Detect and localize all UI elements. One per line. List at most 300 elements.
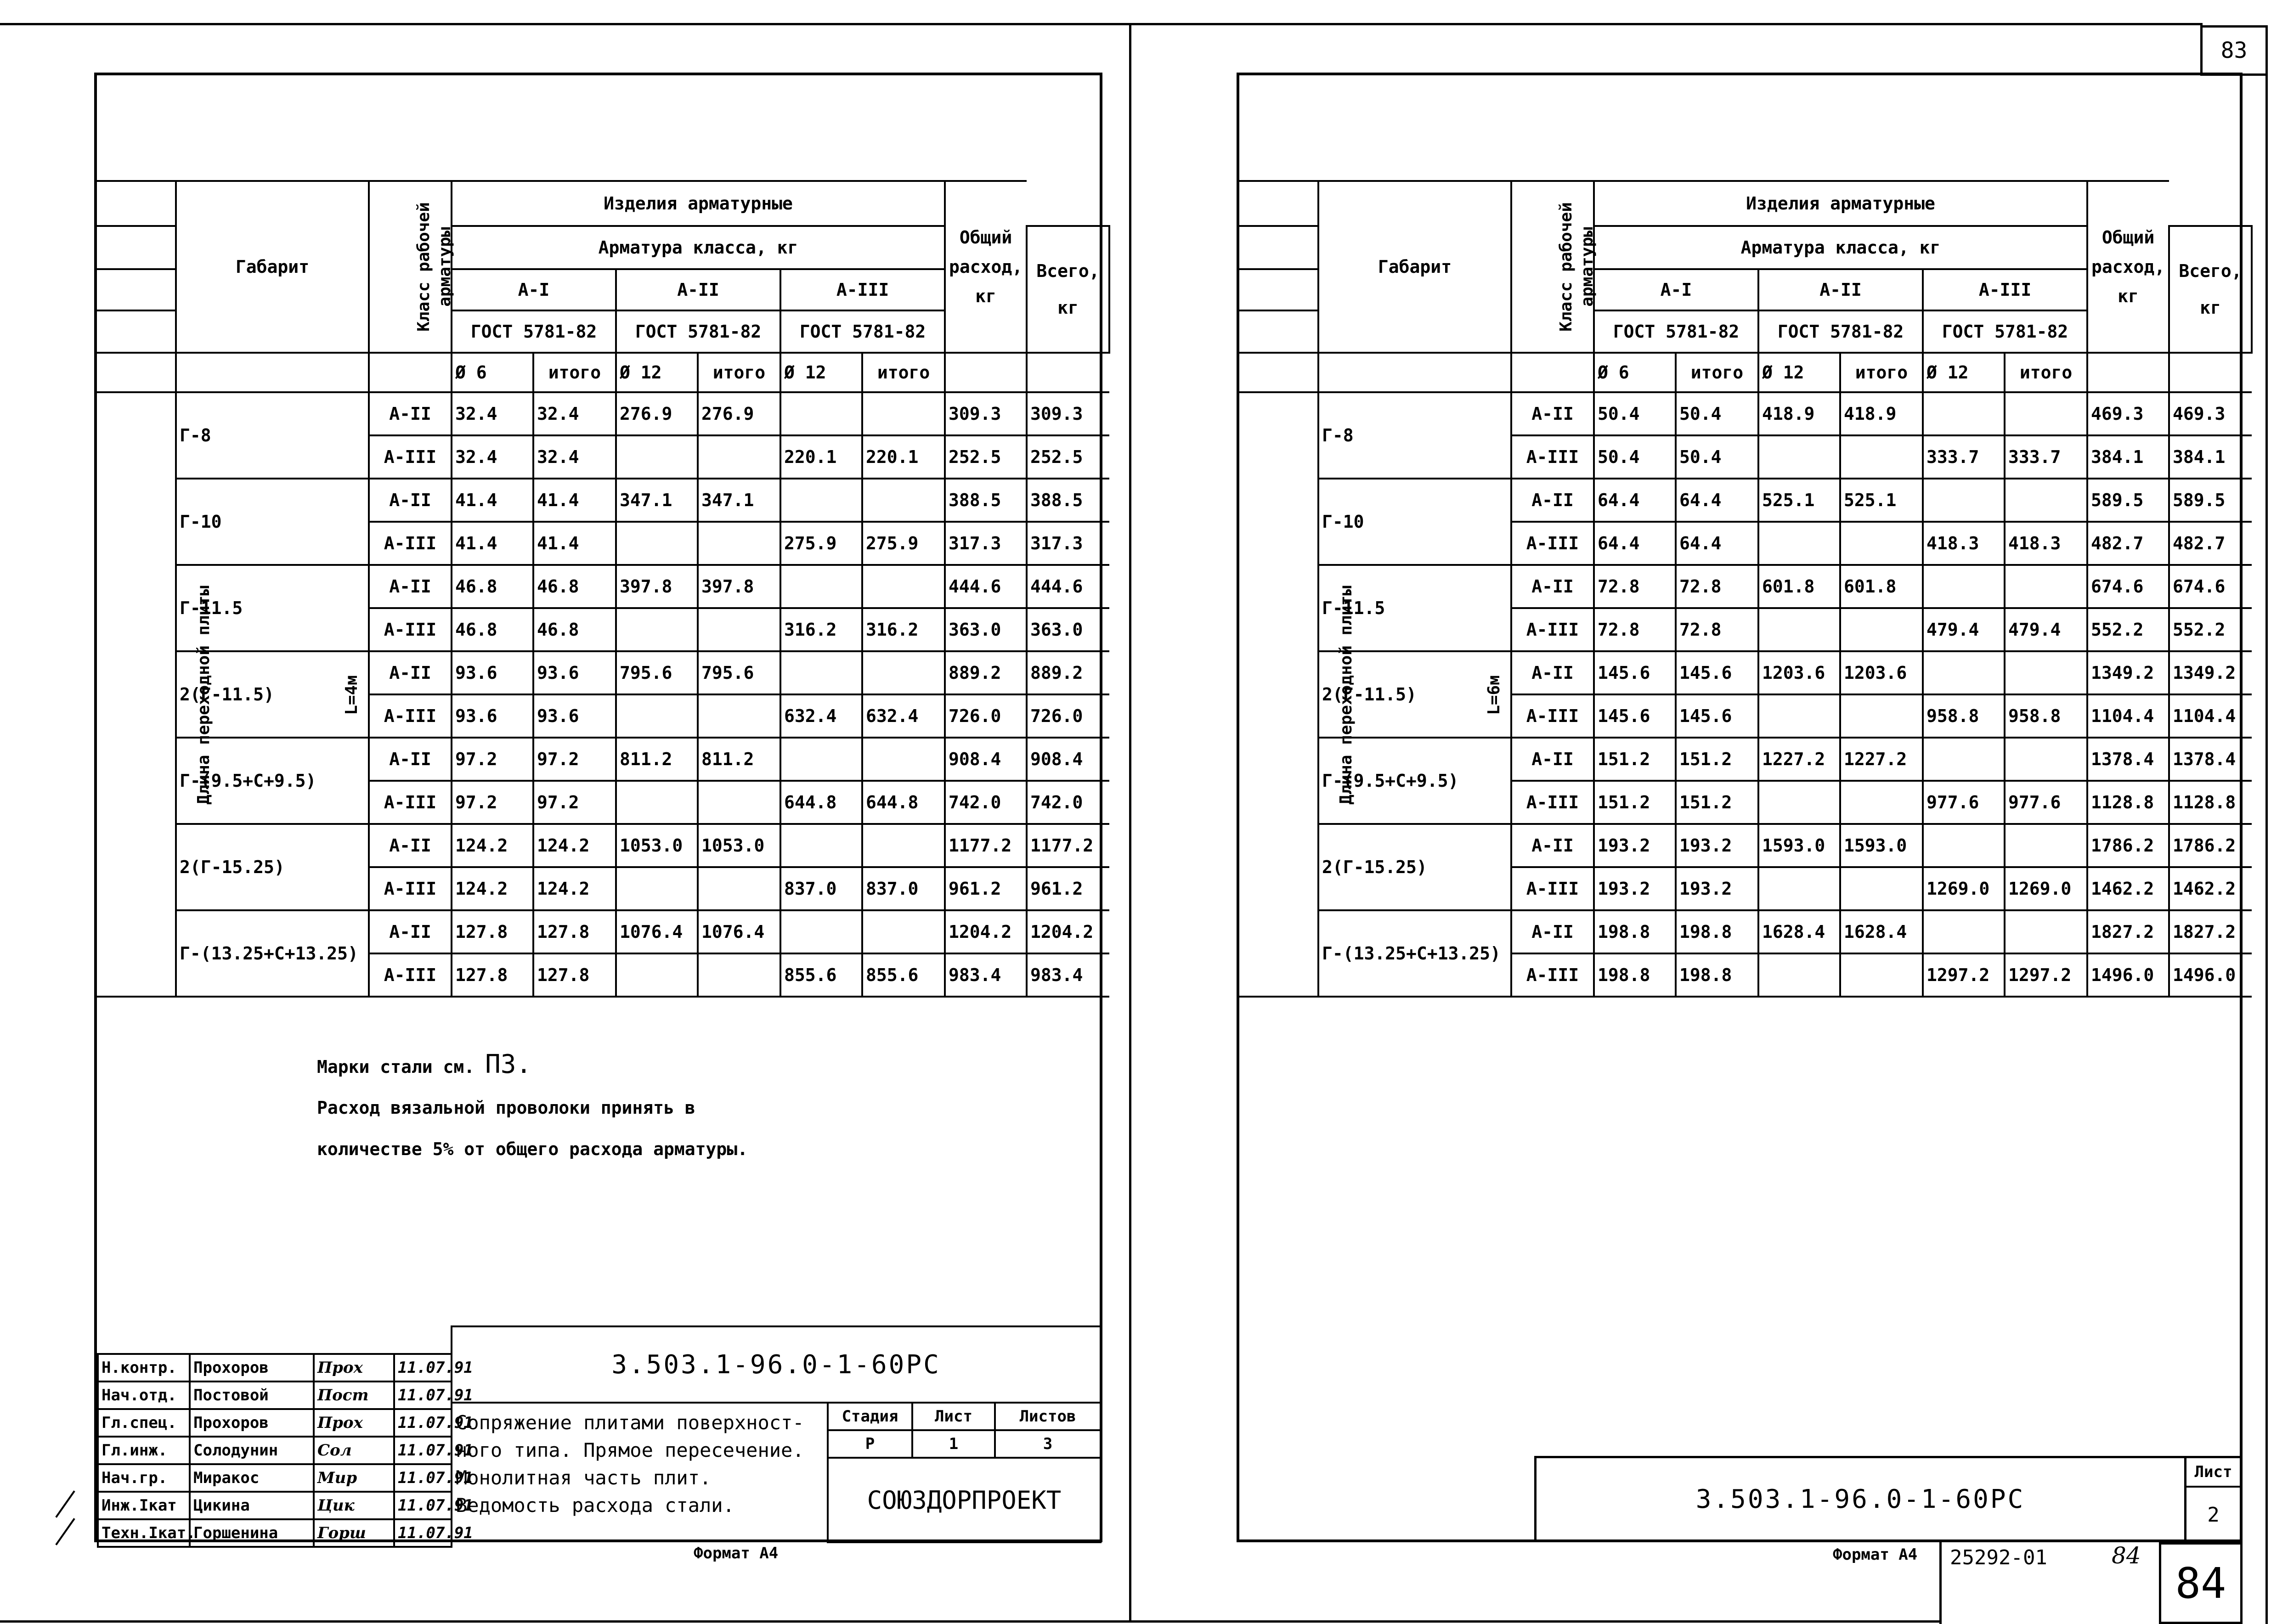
value-com: 1177.2 <box>1027 824 1109 867</box>
value-a2d: 525.1 <box>1758 479 1840 522</box>
org-name: СОЮЗДОРПРОЕКТ <box>828 1458 1101 1542</box>
value-a2i: 1203.6 <box>1840 651 1923 694</box>
gabarit-name: 2(Г-11.5) <box>176 651 369 738</box>
value-a2d: 276.9 <box>616 392 698 435</box>
rebar-class: А-III <box>1511 953 1594 997</box>
stamp-date: 11.07.91 <box>394 1354 452 1382</box>
stamp-person-row <box>98 1382 452 1409</box>
value-a1d: 97.2 <box>452 781 533 824</box>
value-a2d <box>616 435 698 479</box>
value-a3i: 632.4 <box>862 694 945 738</box>
table-row <box>1237 910 2252 953</box>
stamp-person-row <box>98 1464 452 1492</box>
value-a3d: 220.1 <box>780 435 862 479</box>
value-com: 1104.4 <box>2169 694 2252 738</box>
header-corner-2 <box>94 226 176 269</box>
rebar-class: А-II <box>369 479 452 522</box>
value-a2i: 525.1 <box>1840 479 1923 522</box>
value-com: 444.6 <box>1027 565 1109 608</box>
value-tot: 552.2 <box>2087 608 2169 651</box>
value-a1d: 193.2 <box>1594 824 1676 867</box>
value-a1i: 193.2 <box>1676 867 1758 910</box>
value-a3d <box>780 824 862 867</box>
header-d12: Ø 12 <box>780 353 862 392</box>
stamp-name: Постовой <box>190 1382 314 1409</box>
header-total-line: кг <box>1057 298 1079 318</box>
value-tot: 388.5 <box>945 479 1027 522</box>
table-row <box>94 824 1109 867</box>
gabarit-name: Г-11.5 <box>1318 565 1511 651</box>
value-a3d <box>780 565 862 608</box>
value-a3d <box>1923 479 2005 522</box>
value-a1d: 145.6 <box>1594 694 1676 738</box>
gabarit-name: 2(Г-15.25) <box>1318 824 1511 910</box>
stamp-name: Прохоров <box>190 1409 314 1437</box>
header-itogo: итого <box>862 353 945 392</box>
gabarit-name: Г-(13.25+С+13.25) <box>176 910 369 997</box>
vertical-label: Класс рабочей арматуры <box>1556 202 1597 332</box>
value-a3i: 275.9 <box>862 522 945 565</box>
value-a3i: 855.6 <box>862 953 945 997</box>
value-a3i <box>2005 738 2087 781</box>
note-wire-line2: количестве 5% от общего расхода арматуры. <box>317 1139 748 1159</box>
header-common-line: расход, <box>949 257 1023 277</box>
rebar-class: А-II <box>369 651 452 694</box>
note-steel-grade-text: Марки стали см. <box>317 1057 475 1077</box>
rebar-class: А-III <box>369 435 452 479</box>
stamp-signature: Пост <box>314 1382 394 1409</box>
stamp-name: Прохоров <box>190 1354 314 1382</box>
rebar-class: А-II <box>369 392 452 435</box>
rebar-class: А-II <box>1511 738 1594 781</box>
right-outer-border <box>2265 73 2268 1624</box>
header-common-line: кг <box>2118 286 2139 306</box>
value-a3d: 837.0 <box>780 867 862 910</box>
value-a1i: 198.8 <box>1676 953 1758 997</box>
header-class <box>369 181 452 353</box>
title-line-4: Ведомость расхода стали. <box>456 1494 734 1517</box>
value-a2i: 418.9 <box>1840 392 1923 435</box>
value-a2d <box>616 522 698 565</box>
value-a1i: 145.6 <box>1676 651 1758 694</box>
table-row <box>1237 181 2252 226</box>
stamp-person-row <box>98 1492 452 1519</box>
value-a2i: 1227.2 <box>1840 738 1923 781</box>
header-gost-a2: ГОСТ 5781-82 <box>1758 310 1923 353</box>
rebar-class: А-III <box>369 522 452 565</box>
table-row <box>1237 738 2252 781</box>
value-com: 388.5 <box>1027 479 1109 522</box>
value-com: 961.2 <box>1027 867 1109 910</box>
value-a3d: 958.8 <box>1923 694 2005 738</box>
value-com: 889.2 <box>1027 651 1109 694</box>
value-a3d <box>1923 392 2005 435</box>
header-common-line: кг <box>975 286 996 306</box>
header-total-line: Всего, <box>1036 261 1100 281</box>
value-a1i: 41.4 <box>533 479 616 522</box>
header-rebar-class: Арматура класса, кг <box>1594 226 2087 269</box>
value-a2d: 1593.0 <box>1758 824 1840 867</box>
rebar-class: А-II <box>1511 910 1594 953</box>
value-com: 1378.4 <box>2169 738 2252 781</box>
bottom-border-line <box>0 1620 1939 1623</box>
value-a3i: 958.8 <box>2005 694 2087 738</box>
value-tot: 1204.2 <box>945 910 1027 953</box>
value-tot: 482.7 <box>2087 522 2169 565</box>
value-a1i: 97.2 <box>533 738 616 781</box>
value-a3d <box>1923 565 2005 608</box>
value-a2i: 1593.0 <box>1840 824 1923 867</box>
value-a2d: 1053.0 <box>616 824 698 867</box>
header-corner-2 <box>1237 226 1318 269</box>
header-corner <box>1237 181 1318 226</box>
header-corner-4 <box>1237 310 1318 353</box>
value-a2i: 795.6 <box>698 651 780 694</box>
value-a3d: 644.8 <box>780 781 862 824</box>
value-a3i <box>2005 651 2087 694</box>
vertical-label: Класс рабочей арматуры <box>414 202 454 332</box>
gabarit-name: Г-8 <box>1318 392 1511 479</box>
header-corner <box>94 181 176 226</box>
value-a2d <box>616 867 698 910</box>
rebar-class: А-II <box>1511 392 1594 435</box>
value-a3i <box>862 392 945 435</box>
value-a1d: 127.8 <box>452 910 533 953</box>
header-a2: А-II <box>616 269 780 310</box>
rebar-class: А-III <box>369 953 452 997</box>
value-com: 552.2 <box>2169 608 2252 651</box>
value-a2i <box>698 522 780 565</box>
header-empty <box>1511 353 1594 392</box>
value-a1d: 198.8 <box>1594 910 1676 953</box>
table-row <box>94 651 1109 694</box>
value-a2i <box>698 781 780 824</box>
table-row <box>1237 565 2252 608</box>
value-tot: 363.0 <box>945 608 1027 651</box>
value-a1d: 93.6 <box>452 651 533 694</box>
rebar-class: А-II <box>369 565 452 608</box>
stamp-signature: Мир <box>314 1464 394 1492</box>
value-a2i: 276.9 <box>698 392 780 435</box>
stamp-person-row <box>98 1354 452 1382</box>
stamp-name: Цикина <box>190 1492 314 1519</box>
rebar-class: А-III <box>1511 781 1594 824</box>
gabarit-name: Г-10 <box>1318 479 1511 565</box>
rebar-class: А-III <box>1511 608 1594 651</box>
header-total <box>2169 226 2252 353</box>
value-tot: 1496.0 <box>2087 953 2169 997</box>
value-tot: 889.2 <box>945 651 1027 694</box>
header-common <box>2087 181 2169 353</box>
value-a3d <box>1923 651 2005 694</box>
header-products: Изделия арматурные <box>452 181 945 226</box>
value-tot: 1177.2 <box>945 824 1027 867</box>
value-tot: 726.0 <box>945 694 1027 738</box>
header-gost-a1: ГОСТ 5781-82 <box>452 310 616 353</box>
stamp-role: Техн.Iкат. <box>98 1519 190 1547</box>
value-a1d: 193.2 <box>1594 867 1676 910</box>
stamp-date: 11.07.91 <box>394 1464 452 1492</box>
table-row <box>1237 353 2252 392</box>
value-a2d <box>1758 694 1840 738</box>
value-a1i: 93.6 <box>533 694 616 738</box>
stamp-signature: Сол <box>314 1437 394 1464</box>
rebar-class: А-III <box>369 694 452 738</box>
value-a1d: 46.8 <box>452 565 533 608</box>
value-a1d: 93.6 <box>452 694 533 738</box>
value-a1i: 93.6 <box>533 651 616 694</box>
value-a1i: 97.2 <box>533 781 616 824</box>
header-d6: Ø 6 <box>452 353 533 392</box>
header-gabarit: Габарит <box>1318 181 1511 353</box>
value-tot: 1104.4 <box>2087 694 2169 738</box>
right-sheet-cell <box>2184 1456 2243 1542</box>
stamp-role: Инж.Iкат <box>98 1492 190 1519</box>
rebar-class: А-III <box>1511 867 1594 910</box>
value-a2i <box>698 694 780 738</box>
stamp-signature: Прох <box>314 1409 394 1437</box>
value-a1i: 151.2 <box>1676 738 1758 781</box>
gabarit-name: Г-11.5 <box>176 565 369 651</box>
table-row <box>1237 392 2252 435</box>
value-com: 1204.2 <box>1027 910 1109 953</box>
rebar-class: А-III <box>369 867 452 910</box>
format-label-right: Формат А4 <box>1833 1545 1918 1564</box>
stamp-role: Н.контр. <box>98 1354 190 1382</box>
value-a1i: 145.6 <box>1676 694 1758 738</box>
top-border-line <box>0 23 1130 25</box>
header-a1: А-I <box>452 269 616 310</box>
stamp-date: 11.07.91 <box>394 1492 452 1519</box>
header-total <box>1027 226 1109 353</box>
value-com: 469.3 <box>2169 392 2252 435</box>
value-tot: 252.5 <box>945 435 1027 479</box>
rebar-class: А-III <box>1511 694 1594 738</box>
gabarit-name: 2(Г-11.5) <box>1318 651 1511 738</box>
value-com: 482.7 <box>2169 522 2252 565</box>
value-a2d <box>1758 781 1840 824</box>
value-a1i: 46.8 <box>533 565 616 608</box>
value-a3d: 333.7 <box>1923 435 2005 479</box>
value-a1d: 72.8 <box>1594 565 1676 608</box>
value-a1d: 198.8 <box>1594 953 1676 997</box>
value-a2i: 1053.0 <box>698 824 780 867</box>
length-value: L=4м <box>342 675 361 715</box>
value-a2i <box>698 435 780 479</box>
stamp-date: 11.07.91 <box>394 1437 452 1464</box>
header-a3: А-III <box>780 269 945 310</box>
stamp-person-row <box>98 1409 452 1437</box>
header-itogo: итого <box>1676 353 1758 392</box>
value-a1i: 64.4 <box>1676 479 1758 522</box>
right-sheet-value: 2 <box>2207 1503 2220 1527</box>
value-a2d <box>1758 867 1840 910</box>
value-com: 1462.2 <box>2169 867 2252 910</box>
header-corner-5 <box>94 353 176 392</box>
value-a2d: 347.1 <box>616 479 698 522</box>
value-a1i: 124.2 <box>533 824 616 867</box>
value-a3d <box>780 651 862 694</box>
value-a2i: 347.1 <box>698 479 780 522</box>
rebar-class: А-III <box>369 608 452 651</box>
value-a1d: 64.4 <box>1594 522 1676 565</box>
left-steel-table <box>94 180 1110 998</box>
doc-code-cell <box>451 1325 1100 1404</box>
header-d12: Ø 12 <box>1923 353 2005 392</box>
header-corner-4 <box>94 310 176 353</box>
table-row <box>94 565 1109 608</box>
value-tot: 1378.4 <box>2087 738 2169 781</box>
header-products: Изделия арматурные <box>1594 181 2087 226</box>
rebar-class: А-II <box>369 738 452 781</box>
value-tot: 961.2 <box>945 867 1027 910</box>
rebar-class: А-III <box>1511 435 1594 479</box>
value-a1d: 46.8 <box>452 608 533 651</box>
value-a1d: 151.2 <box>1594 781 1676 824</box>
value-a1d: 127.8 <box>452 953 533 997</box>
value-tot: 384.1 <box>2087 435 2169 479</box>
title-line-1: Сопряжение плитами поверхност- <box>456 1411 804 1434</box>
value-a3d <box>1923 824 2005 867</box>
value-com: 908.4 <box>1027 738 1109 781</box>
value-a2i <box>1840 694 1923 738</box>
value-a3i <box>2005 910 2087 953</box>
header-gost-a3: ГОСТ 5781-82 <box>780 310 945 353</box>
header-common-line: Общий <box>2102 227 2155 248</box>
value-com: 317.3 <box>1027 522 1109 565</box>
header-empty <box>2169 353 2252 392</box>
handwritten-number: 84 <box>2112 1542 2141 1569</box>
value-a3d <box>780 738 862 781</box>
value-com: 384.1 <box>2169 435 2252 479</box>
rebar-class: А-II <box>1511 565 1594 608</box>
margin-mark-2 <box>55 1518 75 1545</box>
header-empty <box>369 353 452 392</box>
value-a3d: 316.2 <box>780 608 862 651</box>
header-rebar-class: Арматура класса, кг <box>452 226 945 269</box>
value-a1d: 32.4 <box>452 435 533 479</box>
stamp-role: Нач.гр. <box>98 1464 190 1492</box>
value-a3i <box>862 565 945 608</box>
stamp-signature: Прох <box>314 1354 394 1382</box>
value-a1i: 198.8 <box>1676 910 1758 953</box>
value-tot: 309.3 <box>945 392 1027 435</box>
value-a2d: 811.2 <box>616 738 698 781</box>
value-com: 1827.2 <box>2169 910 2252 953</box>
stamp-role: Гл.инж. <box>98 1437 190 1464</box>
length-label: Длина переходной плиты <box>1336 586 1356 805</box>
value-tot: 1349.2 <box>2087 651 2169 694</box>
value-a3i <box>862 738 945 781</box>
stamp-name: Солодунин <box>190 1437 314 1464</box>
value-a3i <box>2005 392 2087 435</box>
value-a2d: 397.8 <box>616 565 698 608</box>
header-gost-a1: ГОСТ 5781-82 <box>1594 310 1758 353</box>
value-com: 1128.8 <box>2169 781 2252 824</box>
stamp-date: 11.07.91 <box>394 1519 452 1547</box>
stamp-date: 11.07.91 <box>394 1382 452 1409</box>
stamp-date: 11.07.91 <box>394 1409 452 1437</box>
header-common-line: Общий <box>959 227 1012 248</box>
header-gost-a2: ГОСТ 5781-82 <box>616 310 780 353</box>
value-a3d <box>780 392 862 435</box>
header-itogo: итого <box>533 353 616 392</box>
value-a1i: 72.8 <box>1676 608 1758 651</box>
gabarit-name: Г-(9.5+С+9.5) <box>176 738 369 824</box>
value-a1i: 64.4 <box>1676 522 1758 565</box>
value-a2i: 601.8 <box>1840 565 1923 608</box>
gabarit-name: Г-10 <box>176 479 369 565</box>
value-a1d: 97.2 <box>452 738 533 781</box>
header-empty <box>1318 353 1511 392</box>
stamp-signature: Горш <box>314 1519 394 1547</box>
header-itogo: итого <box>2005 353 2087 392</box>
stamp-person-row <box>98 1519 452 1547</box>
value-a1i: 151.2 <box>1676 781 1758 824</box>
header-a3: А-III <box>1923 269 2087 310</box>
value-tot: 742.0 <box>945 781 1027 824</box>
value-a1d: 50.4 <box>1594 435 1676 479</box>
value-a2d: 1076.4 <box>616 910 698 953</box>
value-a2d: 1227.2 <box>1758 738 1840 781</box>
value-com: 1496.0 <box>2169 953 2252 997</box>
table-row <box>94 392 1109 435</box>
value-a2d <box>1758 608 1840 651</box>
value-a3i: 316.2 <box>862 608 945 651</box>
value-a1i: 193.2 <box>1676 824 1758 867</box>
doc-code: 3.503.1-96.0-1-60РС <box>611 1349 941 1380</box>
value-a3d <box>780 479 862 522</box>
value-a2d <box>616 953 698 997</box>
value-a1i: 32.4 <box>533 435 616 479</box>
value-tot: 444.6 <box>945 565 1027 608</box>
value-a2d <box>1758 953 1840 997</box>
sheet-label: Лист <box>912 1403 995 1430</box>
top-page-number-box <box>2200 25 2268 76</box>
rebar-class: А-II <box>1511 651 1594 694</box>
value-a2i: 397.8 <box>698 565 780 608</box>
value-a3d: 275.9 <box>780 522 862 565</box>
value-a2i: 1076.4 <box>698 910 780 953</box>
value-a1d: 124.2 <box>452 867 533 910</box>
value-a1i: 41.4 <box>533 522 616 565</box>
header-a2: А-II <box>1758 269 1923 310</box>
value-tot: 469.3 <box>2087 392 2169 435</box>
value-a3d <box>1923 910 2005 953</box>
value-a2i <box>1840 781 1923 824</box>
table-row <box>94 910 1109 953</box>
table-row <box>94 353 1109 392</box>
stamp-signature: Цик <box>314 1492 394 1519</box>
value-a2d: 1628.4 <box>1758 910 1840 953</box>
right-doc-code: 3.503.1-96.0-1-60РС <box>1695 1484 2025 1514</box>
value-com: 1349.2 <box>2169 651 2252 694</box>
value-com: 363.0 <box>1027 608 1109 651</box>
value-a1d: 151.2 <box>1594 738 1676 781</box>
value-com: 589.5 <box>2169 479 2252 522</box>
value-a3i: 644.8 <box>862 781 945 824</box>
header-corner-3 <box>94 269 176 310</box>
value-a1d: 50.4 <box>1594 392 1676 435</box>
value-com: 1786.2 <box>2169 824 2252 867</box>
rebar-class: А-III <box>369 781 452 824</box>
header-empty <box>2087 353 2169 392</box>
value-a3i <box>862 651 945 694</box>
center-fold-line <box>1129 23 1131 1621</box>
value-tot: 674.6 <box>2087 565 2169 608</box>
gabarit-name: Г-(9.5+С+9.5) <box>1318 738 1511 824</box>
value-a1d: 41.4 <box>452 479 533 522</box>
